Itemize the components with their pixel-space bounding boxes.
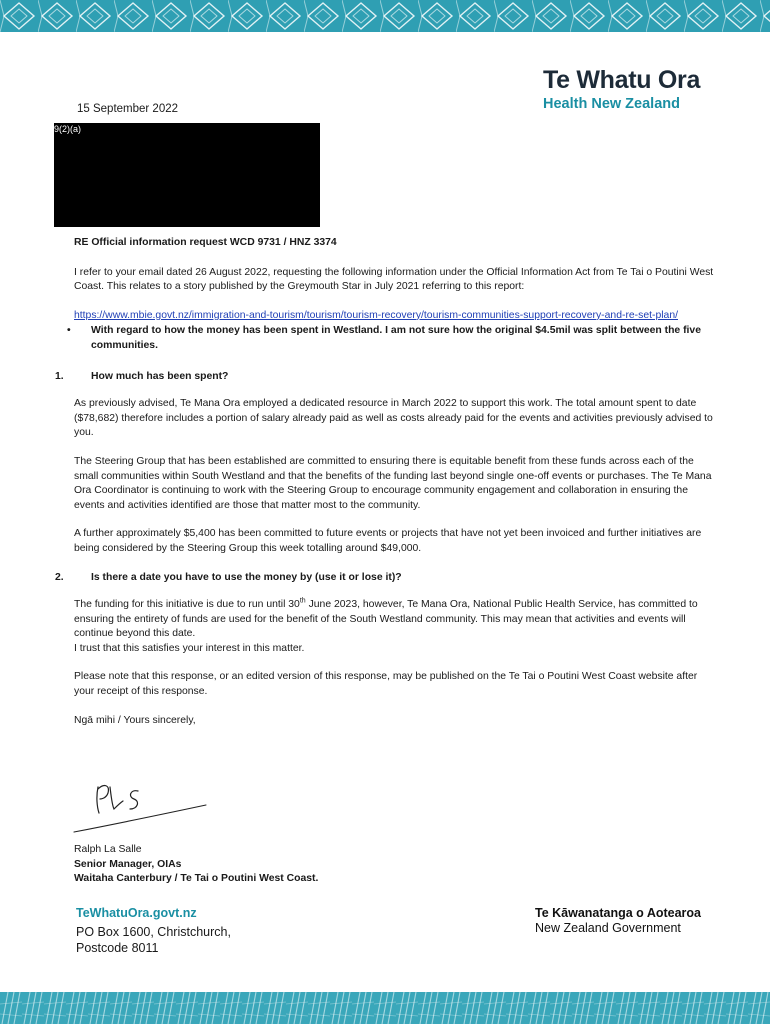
redaction-block <box>54 123 320 227</box>
trust-line: I trust that this satisfies your interest in this matter. <box>74 642 305 654</box>
letter-body <box>55 236 714 728</box>
top-pattern-band <box>0 0 770 32</box>
nz-government-logo <box>535 906 701 936</box>
closing-line: Ngā mihi / Yours sincerely, <box>74 714 196 726</box>
answer-2-text-a: The funding for this initiative is due to run until 30 <box>74 599 300 611</box>
signer-title: Senior Manager, OIAs <box>74 858 182 870</box>
answer-1-paragraph-1: As previously advised, Te Mana Ora employed a dedicated resource in March 2022 to support this work. The total amount spent to date ($78,682) therefore includes a portion of salary already paid as well as costs already paid for the events and activities previously advised to you. <box>74 398 713 439</box>
answer-2-paragraph <box>74 598 714 642</box>
letter-date: 15 September 2022 <box>77 103 179 115</box>
answer-2-sup: th <box>299 597 306 605</box>
question-1-text: How much has been spent? <box>91 370 229 382</box>
question-1-number: 1. <box>55 370 64 382</box>
redaction-code: 9(2)(a) <box>54 124 82 134</box>
address-line-1: PO Box 1600, Christchurch, <box>76 925 231 939</box>
answer-2-text-b: June 2023, however, Te Mana Ora, National Public Health Service, has committed to ensuring the entirety of funds are used for the benefit of the South Westland community. This may mean that activities and events will continue beyond this date. <box>74 599 698 640</box>
logo-main-text: Te Whatu Ora <box>543 66 701 94</box>
diamond-pattern-icon <box>0 0 770 32</box>
intro-paragraph: I refer to your email dated 26 August 2022, requesting the following information under the Official Information Act from Te Tai o Poutini West Coast. This relates to a story published by the Greymouth Star in July 2021 referring to this report: <box>74 266 714 293</box>
gov-maori-text: Te Kāwanatanga o Aotearoa <box>535 906 702 920</box>
bottom-pattern-band <box>0 992 770 1024</box>
bullet-icon: • <box>67 325 71 337</box>
te-whatu-ora-logo <box>543 66 700 113</box>
question-2-number: 2. <box>55 571 64 583</box>
question-1 <box>55 370 714 385</box>
signoff-block <box>74 843 318 887</box>
weave-pattern-icon <box>0 992 770 1024</box>
question-2 <box>55 571 714 586</box>
address-line-2: Postcode 8011 <box>76 940 159 955</box>
re-line: RE Official information request WCD 9731 / HNZ 3374 <box>74 237 337 248</box>
signer-org: Waitaha Canterbury / Te Tai o Poutini West Coast. <box>74 873 319 885</box>
request-bullet <box>67 324 714 353</box>
website-link[interactable]: TeWhatuOra.govt.nz <box>76 906 197 920</box>
question-2-text: Is there a date you have to use the money by (use it or lose it)? <box>91 571 402 583</box>
answer-1-paragraph-2: The Steering Group that has been established are committed to ensuring there is equitable benefit from these funds across each of the small communities within South Westland and that the benefits of the funding last beyond single one-off events or purchases. The Te Mana Ora Coordinator is continuing to work with the Steering Group to encourage community engagement and collaboration in ensuring the events and activities identified are those that matter most to the community. <box>74 455 712 511</box>
gov-english-text: New Zealand Government <box>535 921 681 935</box>
request-bullet-text: With regard to how the money has been spent in Westland. I am not sure how the original $4.5mil was split between the five communities. <box>91 325 701 351</box>
answer-1-paragraph-3: A further approximately $5,400 has been committed to future events or projects that have not yet been invoiced and further initiatives are being considered by the Steering Group this week totalling around $49,000. <box>74 528 702 554</box>
logo-sub-text: Health New Zealand <box>543 96 680 112</box>
signer-name: Ralph La Salle <box>74 844 142 855</box>
mbie-report-link[interactable]: https://www.mbie.govt.nz/immigration-and-tourism/tourism/tourism-recovery/tourism-communities-support-recovery-and-re-set-plan/ <box>74 309 678 321</box>
signature-icon <box>70 775 215 840</box>
postal-address <box>76 925 231 956</box>
publish-notice: Please note that this response, or an edited version of this response, may be published on the Te Tai o Poutini West Coast website after your receipt of this response. <box>74 671 698 698</box>
